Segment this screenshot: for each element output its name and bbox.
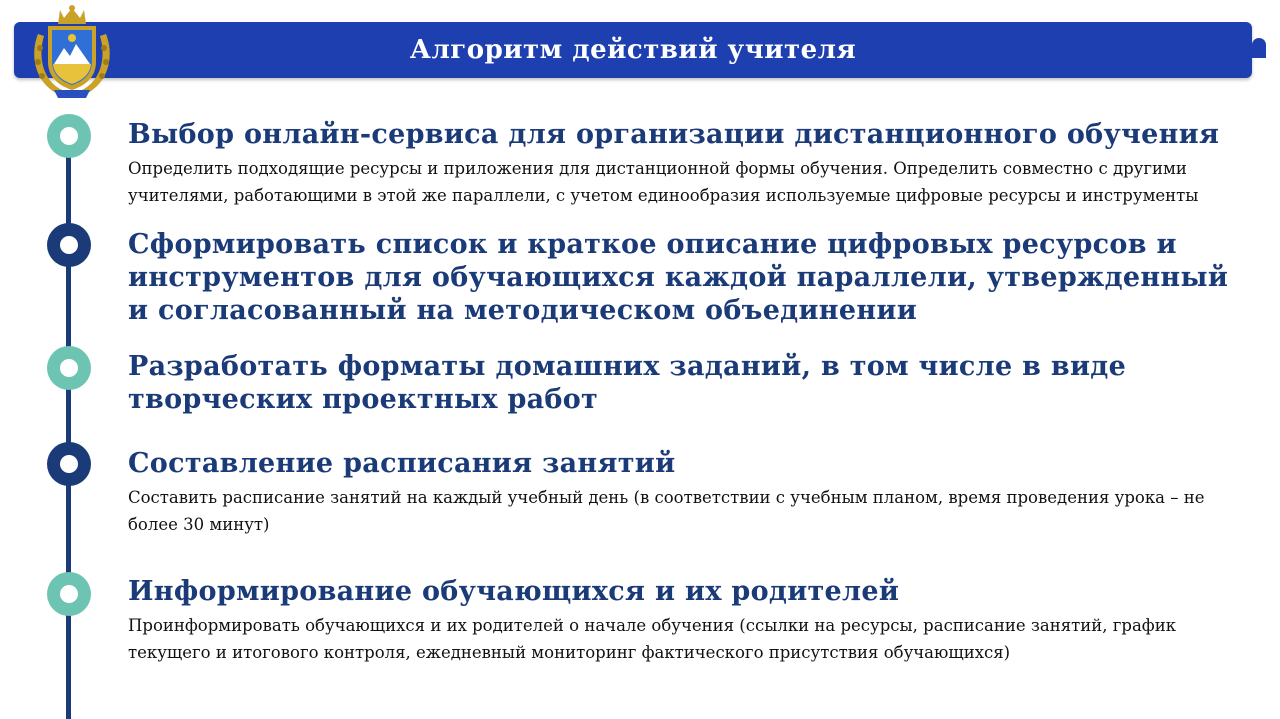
header-tab <box>1252 38 1266 58</box>
step-4 <box>128 447 1258 538</box>
step-3-marker <box>47 346 91 390</box>
step-1 <box>128 118 1258 209</box>
step-1-title: Выбор онлайн-сервиса для организации дистанционного обучения <box>128 119 1220 150</box>
step-3-title: Разработать форматы домашних заданий, в том числе в виде творческих проектных работ <box>128 351 1127 415</box>
step-5 <box>128 575 1258 666</box>
step-2-marker <box>47 223 91 267</box>
step-3 <box>128 350 1258 416</box>
step-2-title: Сформировать список и краткое описание цифровых ресурсов и инструментов для обучающихся каждой параллели, утвержденный и согласованный на методическом объединении <box>128 229 1229 326</box>
step-2 <box>128 228 1258 327</box>
step-5-description: Проинформировать обучающихся и их родителей о начале обучения (ссылки на ресурсы, расписание занятий, график текущего и итогового контроля, ежедневный мониторинг фактического присутствия обучающихся) <box>128 616 1177 662</box>
header-bar <box>14 22 1252 78</box>
coat-of-arms-icon <box>28 4 116 100</box>
page-title: Алгоритм действий учителя <box>409 35 857 65</box>
step-4-title: Составление расписания занятий <box>128 448 676 479</box>
step-1-marker <box>47 114 91 158</box>
step-4-marker <box>47 442 91 486</box>
step-1-description: Определить подходящие ресурсы и приложения для дистанционной формы обучения. Определить совместно с другими учителями, работающими в этой же параллели, с учетом единообразия используемые цифровые ресурсы и инструменты <box>128 159 1199 205</box>
step-5-title: Информирование обучающихся и их родителей <box>128 576 900 607</box>
step-4-description: Составить расписание занятий на каждый учебный день (в соответствии с учебным планом, время проведения урока – не более 30 минут) <box>128 488 1205 534</box>
step-5-marker <box>47 572 91 616</box>
